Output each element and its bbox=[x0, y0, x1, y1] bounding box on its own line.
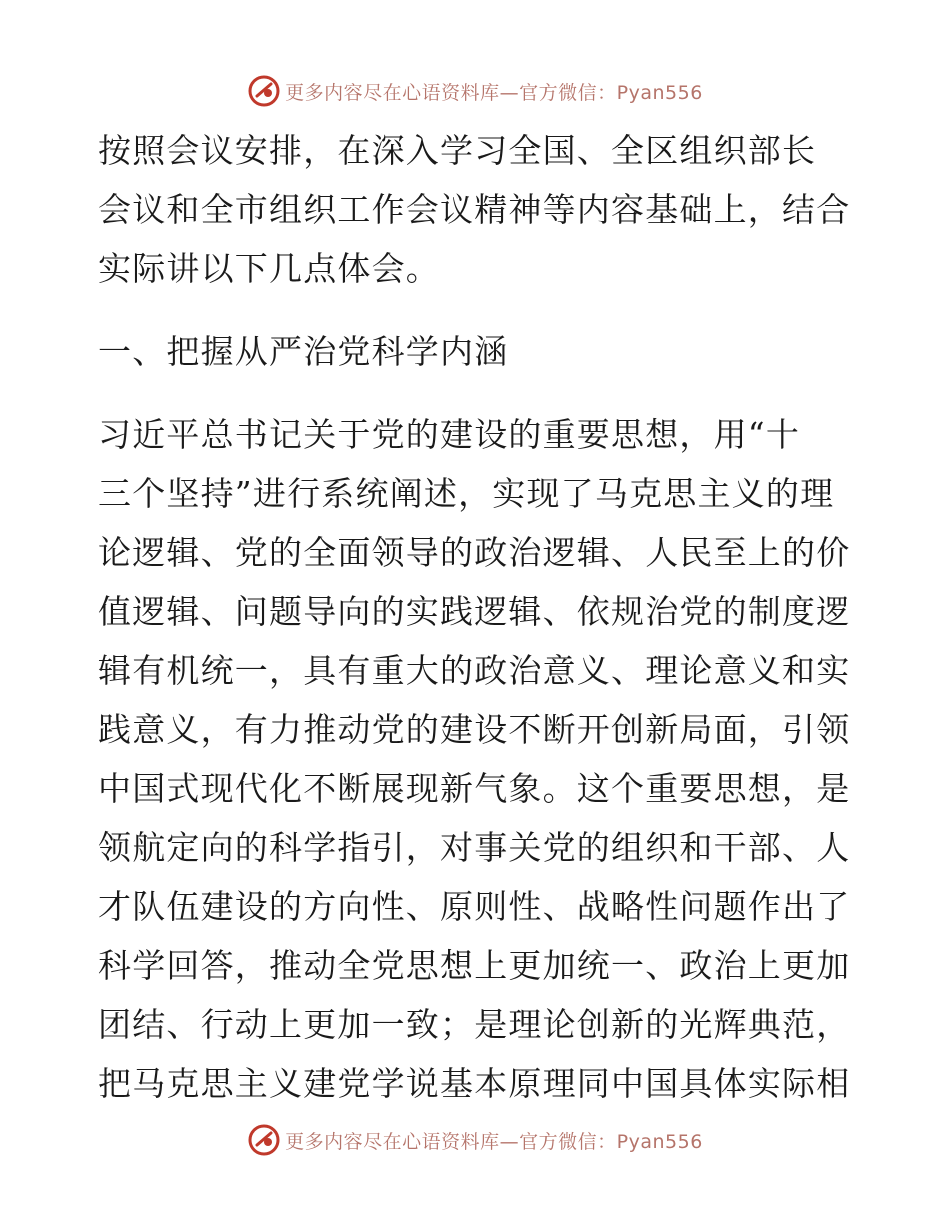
text-line: 才队伍建设的方向性、原则性、战略性问题作出了 bbox=[98, 887, 850, 926]
text-line: 会议和全市组织工作会议精神等内容基础上，结合 bbox=[98, 190, 850, 229]
footer-watermark-banner bbox=[0, 1120, 950, 1160]
text-line: 值逻辑、问题导向的实践逻辑、依规治党的制度逻 bbox=[98, 592, 850, 631]
text-line: 论逻辑、党的全面领导的政治逻辑、人民至上的价 bbox=[98, 533, 850, 572]
text-line: 领航定向的科学指引，对事关党的组织和干部、人 bbox=[98, 828, 850, 867]
section-heading: 一、把握从严治党科学内涵 bbox=[98, 332, 509, 371]
text-line: 践意义，有力推动党的建设不断开创新局面，引领 bbox=[98, 710, 850, 749]
brand-logo-icon bbox=[247, 74, 281, 108]
header-watermark-banner bbox=[0, 71, 950, 111]
text-line: 实际讲以下几点体会。 bbox=[98, 249, 440, 288]
paragraph-main bbox=[98, 405, 850, 1113]
paragraph-intro bbox=[98, 121, 850, 298]
text-line: 习近平总书记关于党的建设的重要思想，用“十 bbox=[98, 415, 801, 454]
text-line: 科学回答，推动全党思想上更加统一、政治上更加 bbox=[98, 946, 850, 985]
header-watermark-text: 更多内容尽在心语资料库—官方微信：Pyan556 bbox=[285, 81, 703, 104]
brand-logo-icon bbox=[247, 1123, 281, 1157]
text-line: 中国式现代化不断展现新气象。这个重要思想，是 bbox=[98, 769, 850, 808]
text-line: 团结、行动上更加一致；是理论创新的光辉典范， bbox=[98, 1005, 850, 1044]
text-line: 三个坚持”进行系统阐述，实现了马克思主义的理 bbox=[98, 474, 835, 513]
text-line: 按照会议安排，在深入学习全国、全区组织部长 bbox=[98, 131, 817, 170]
text-line: 辑有机统一，具有重大的政治意义、理论意义和实 bbox=[98, 651, 850, 690]
footer-watermark-text: 更多内容尽在心语资料库—官方微信：Pyan556 bbox=[285, 1130, 703, 1153]
document-body bbox=[98, 121, 850, 1113]
text-line: 把马克思主义建党学说基本原理同中国具体实际相 bbox=[98, 1064, 850, 1103]
